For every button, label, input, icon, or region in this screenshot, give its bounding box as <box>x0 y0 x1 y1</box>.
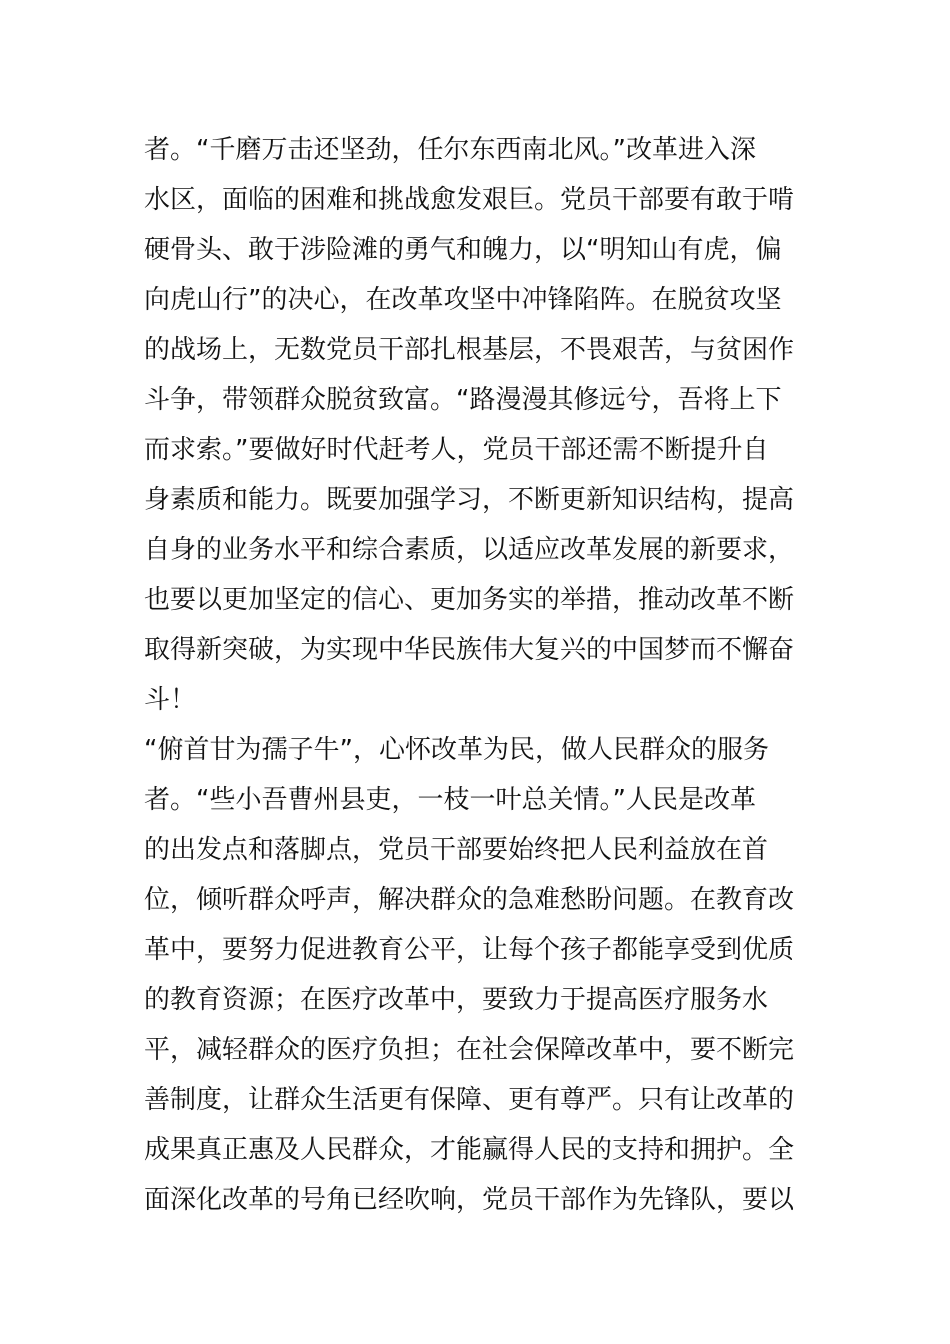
text-line: 的战场上，无数党员干部扎根基层，不畏艰苦，与贫困作 <box>144 335 795 365</box>
text-line: 平，减轻群众的医疗负担；在社会保障改革中，要不断完 <box>144 1035 795 1065</box>
text-line: 善制度，让群众生活更有保障、更有尊严。只有让改革的 <box>144 1085 795 1115</box>
text-line: 硬骨头、敢于涉险滩的勇气和魄力，以“明知山有虎，偏 <box>144 235 782 265</box>
text-line: 的教育资源；在医疗改革中，要致力于提高医疗服务水 <box>144 985 769 1015</box>
paragraph-first-line: “俯首甘为孺子牛”，心怀改革为民，做人民群众的服务 <box>144 735 769 765</box>
text-line: 向虎山行”的决心，在改革攻坚中冲锋陷阵。在脱贫攻坚 <box>144 285 782 315</box>
text-line: 水区，面临的困难和挑战愈发艰巨。党员干部要有敢于啃 <box>144 185 795 215</box>
text-line: 者。“千磨万击还坚劲，任尔东西南北风。”改革进入深 <box>144 135 756 165</box>
text-line: 斗！ <box>144 685 197 715</box>
text-line: 位，倾听群众呼声，解决群众的急难愁盼问题。在教育改 <box>144 885 795 915</box>
text-line: 斗争，带领群众脱贫致富。“路漫漫其修远兮，吾将上下 <box>144 385 782 415</box>
text-line: 身素质和能力。既要加强学习，不断更新知识结构，提高 <box>144 485 795 515</box>
text-line: 者。“些小吾曹州县吏，一枝一叶总关情。”人民是改革 <box>144 785 756 815</box>
text-line: 革中，要努力促进教育公平，让每个孩子都能享受到优质 <box>144 935 795 965</box>
text-line: 成果真正惠及人民群众，才能赢得人民的支持和拥护。全 <box>144 1135 795 1165</box>
text-line: 取得新突破，为实现中华民族伟大复兴的中国梦而不懈奋 <box>144 635 795 665</box>
text-line: 而求索。”要做好时代赶考人，党员干部还需不断提升自 <box>144 435 769 465</box>
text-line: 自身的业务水平和综合素质，以适应改革发展的新要求， <box>144 535 795 565</box>
text-line: 也要以更加坚定的信心、更加务实的举措，推动改革不断 <box>144 585 795 615</box>
text-line: 面深化改革的号角已经吹响，党员干部作为先锋队，要以 <box>144 1185 795 1215</box>
text-line: 的出发点和落脚点，党员干部要始终把人民利益放在首 <box>144 835 769 865</box>
document-body <box>144 125 814 1225</box>
